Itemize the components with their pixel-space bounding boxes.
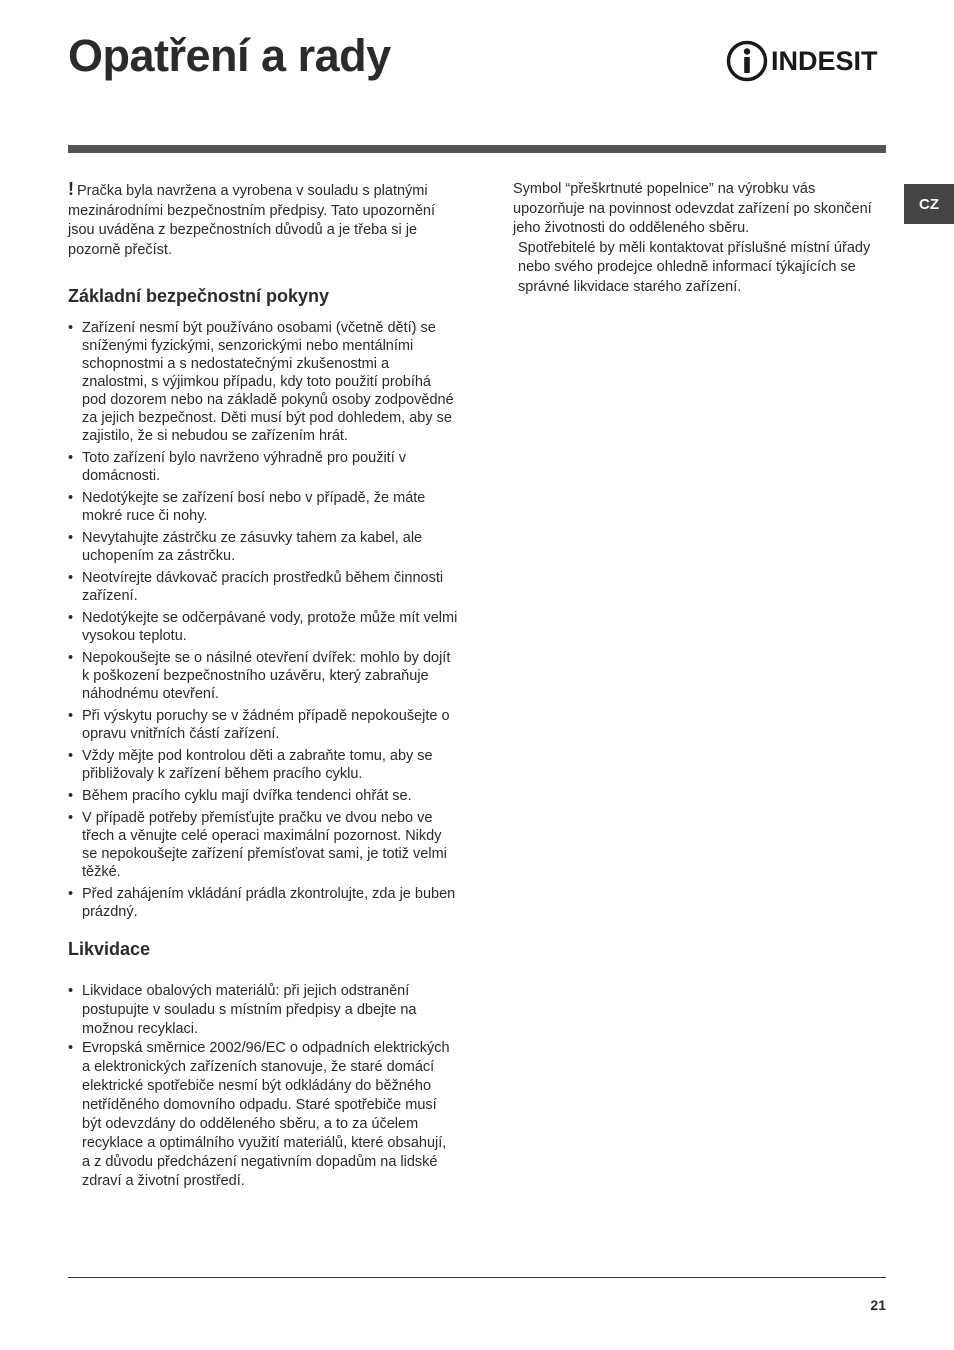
list-item: • Při výskytu poruchy se v žádném případě nepokoušejte o opravu vnitřních částí zařízení. [68,707,458,743]
list-item: • Likvidace obalových materiálů: při jejich odstranění postupujte v souladu s místním předpisy a dbejte na možnou recyklaci. [68,982,458,1039]
list-item: • Nepokoušejte se o násilné otevření dvířek: mohlo by dojít k poškození bezpečnostního uzávěru, který zabraňuje náhodnému otevření. [68,649,458,703]
list-item: • Zařízení nesmí být používáno osobami (včetně dětí) se sníženými fyzickými, senzorickými nebo mentálními schopnostmi a s nedostatečnými zkušenostmi a znalostmi, s výjimkou případu, kdy toto použití probíhá pod dozorem nebo na základě pokynů osoby zodpovědné za jejich bezpečnost. Děti musí být pod dohledem, aby se zajistilo, že si nebudou se zařízením hrát. [68,319,458,445]
warning-mark: ! [68,179,74,199]
list-item: • Nevytahujte zástrčku ze zásuvky tahem za kabel, ale uchopením za zástrčku. [68,529,458,565]
intro-text: Pračka byla navržena a vyrobena v souladu s platnými mezinárodními bezpečnostním předpisy. Tato upozornění jsou uváděna z bezpečnostních důvodů a je třeba si je pozorně přečíst. [68,183,436,258]
list-item: • Vždy mějte pod kontrolou děti a zabraňte tomu, aby se přibližovaly k zařízení během pracího cyklu. [68,747,458,783]
consumer-info-paragraph: Spotřebitelé by měli kontaktovat příslušné místní úřady nebo svého prodejce ohledně informací týkajících se správné likvidace starého zařízení. [518,239,871,295]
left-column [68,180,458,1191]
list-item: • Toto zařízení bylo navrženo výhradně pro použití v domácnosti. [68,449,458,485]
right-column [513,180,873,297]
disposal-list [68,982,458,1191]
disposal-heading: Likvidace [68,939,151,959]
page-title: Opatření a rady [68,30,391,81]
list-item: • Před zahájením vkládání prádla zkontrolujte, zda je buben prázdný. [68,885,458,921]
safety-heading: Základní bezpečnostní pokyny [68,286,330,306]
indesit-logo-icon [726,40,768,82]
page-number: 21 [870,1297,886,1313]
list-item: • Nedotýkejte se zařízení bosí nebo v případě, že máte mokré ruce či nohy. [68,489,458,525]
list-item: • Evropská směrnice 2002/96/EC o odpadních elektrických a elektronických zařízeních stanovuje, že staré domácí elektrické spotřebiče nesmí být odkládány do běžného netříděného domovního odpadu. Staré spotřebiče musí být odevzdány do odděleného sběru, a to za účelem recyklace a optimálního využití materiálů, které obsahují, a z důvodu předcházení negativním dopadům na lidské zdraví a životní prostředí. [68,1039,458,1191]
brand-wordmark: INDESIT [771,45,878,76]
footer-divider [68,1277,886,1278]
header-divider [68,145,886,153]
list-item: • Neotvírejte dávkovač pracích prostředků během činnosti zařízení. [68,569,458,605]
list-item: • Nedotýkejte se odčerpávané vody, protože může mít velmi vysokou teplotu. [68,609,458,645]
brand-logo [726,40,878,82]
language-tab: CZ [904,184,954,224]
list-item: • Během pracího cyklu mají dvířka tendenci ohřát se. [68,787,458,805]
intro-paragraph [68,180,458,260]
safety-list [68,319,458,921]
weee-symbol-paragraph: Symbol “přeškrtnuté popelnice” na výrobku vás upozorňuje na povinnost odevzdat zařízení po skončení jeho životnosti do odděleného sběru. [513,181,872,236]
list-item: • V případě potřeby přemísťujte pračku ve dvou nebo ve třech a věnujte celé operaci maximální pozornost. Nikdy se nepokoušejte zařízení přemísťovat sami, je totiž velmi těžké. [68,809,458,881]
